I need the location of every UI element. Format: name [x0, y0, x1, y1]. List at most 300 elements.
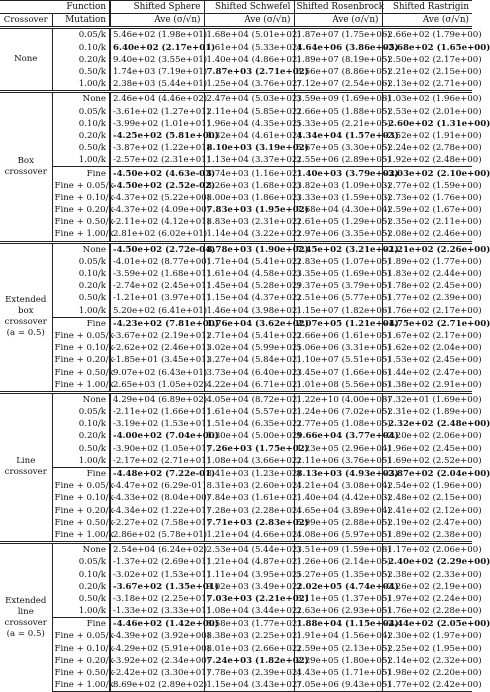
- mutation-cell: Fine + 0.05/k: [52, 630, 110, 642]
- mutation-cell: Fine + 0.10/k: [52, 192, 110, 204]
- value-cell: -2.32e+02 (2.48e+00): [382, 418, 472, 430]
- value-cell: 1.21e+04 (4.66e+02): [204, 529, 294, 543]
- value-cell: -2.30e+02 (1.97e+00): [382, 630, 472, 642]
- value-cell: -2.21e+02 (2.26e+00): [382, 242, 472, 256]
- header-row-2: [0, 14, 472, 28]
- value-cell: 1.25e+04 (3.76e+02): [204, 78, 294, 92]
- value-cell: 2.97e+06 (3.35e+05): [294, 228, 382, 242]
- mutation-cell: None: [52, 392, 110, 406]
- table-row: [0, 242, 472, 256]
- mutation-cell: 0.50/k: [52, 292, 110, 304]
- mutation-cell: Fine + 0.20/k: [52, 204, 110, 216]
- function-header-rastrigin: Shifted Rastrigin: [382, 1, 472, 14]
- table-row: [0, 154, 472, 167]
- value-cell: -1.44e+02 (2.47e+00): [382, 366, 472, 378]
- mutation-cell: 0.20/k: [52, 130, 110, 142]
- value-cell: 3.02e+04 (5.99e+02): [204, 342, 294, 354]
- value-cell: 2.63e+06 (2.93e+05): [294, 605, 382, 618]
- value-cell: 1.15e+04 (4.37e+02): [204, 292, 294, 304]
- value-cell: -1.77e+02 (2.39e+00): [382, 292, 472, 304]
- function-header-rosenbrock: Shifted Rosenbrock: [294, 1, 382, 14]
- value-cell: 8.58e+03 (1.77e+02): [204, 618, 294, 631]
- table-row: [0, 605, 472, 618]
- value-cell: 1.71e+04 (5.41e+02): [204, 256, 294, 268]
- value-cell: 2.11e+06 (3.76e+05): [294, 455, 382, 468]
- crossover-group-label: Box crossover: [0, 92, 52, 242]
- value-cell: 8.83e+03 (2.31e+02): [204, 216, 294, 228]
- value-cell: 1.61e+04 (5.57e+02): [204, 406, 294, 418]
- value-cell: 7.78e+03 (2.39e+02): [204, 667, 294, 679]
- value-cell: -2.50e+02 (2.17e+00): [382, 54, 472, 66]
- mutation-cell: 0.05/k: [52, 28, 110, 42]
- value-cell: 2.81e+02 (6.02e+01): [110, 228, 204, 242]
- value-cell: -1.38e+02 (2.91e+00): [382, 379, 472, 393]
- value-cell: 2.65e+03 (1.05e+02): [110, 379, 204, 393]
- value-cell: -4.50e+02 (4.63e-03): [110, 167, 204, 180]
- value-cell: -1.67e+02 (2.17e+00): [382, 330, 472, 342]
- value-cell: 3.59e+09 (1.69e+08): [294, 92, 382, 106]
- value-cell: -2.73e+02 (1.76e+00): [382, 192, 472, 204]
- mutation-cell: 0.50/k: [52, 66, 110, 78]
- value-cell: -2.14e+02 (2.32e+00): [382, 655, 472, 667]
- mutation-cell: 0.05/k: [52, 106, 110, 118]
- value-cell: 7.26e+03 (1.75e+02): [204, 443, 294, 455]
- table-row: [0, 568, 472, 580]
- value-cell: 4.65e+04 (3.89e+04): [294, 505, 382, 517]
- mutation-cell: Fine + 0.50/k: [52, 216, 110, 228]
- value-cell: 8.13e+03 (4.93e+03): [294, 467, 382, 480]
- table-row: [0, 467, 472, 480]
- value-cell: -4.37e+02 (4.09e+00): [110, 204, 204, 216]
- value-cell: -1.96e+02 (2.45e+00): [382, 443, 472, 455]
- value-cell: 2.55e+06 (2.89e+05): [294, 154, 382, 167]
- value-cell: -1.89e+02 (1.77e+00): [382, 256, 472, 268]
- value-cell: 3.45e+07 (1.66e+06): [294, 366, 382, 378]
- mutation-cell: 0.20/k: [52, 581, 110, 593]
- table-row: [0, 292, 472, 304]
- table-row: [0, 180, 472, 192]
- table-row: [0, 505, 472, 517]
- value-cell: -2.25e+02 (1.95e+00): [382, 643, 472, 655]
- value-cell: -2.60e+02 (1.31e+00): [382, 118, 472, 130]
- value-cell: 7.45e+02 (3.21e+01): [294, 242, 382, 256]
- crossover-group-label: None: [0, 28, 52, 92]
- value-cell: -2.77e+02 (1.59e+00): [382, 180, 472, 192]
- table-row: [0, 42, 472, 54]
- value-cell: -4.29e+02 (5.91e+00): [110, 643, 204, 655]
- table-row: [0, 66, 472, 78]
- value-cell: 3.35e+05 (1.69e+05): [294, 268, 382, 280]
- value-cell: -2.13e+02 (2.71e+00): [382, 78, 472, 92]
- table-row: [0, 517, 472, 529]
- value-cell: 7.71e+03 (2.83e+02): [204, 517, 294, 529]
- value-cell: -2.11e+02 (4.12e+01): [110, 216, 204, 228]
- value-cell: -1.78e+02 (2.45e+00): [382, 280, 472, 292]
- value-cell: 7.05e+06 (9.43e+05): [294, 679, 382, 692]
- value-cell: 3.51e+09 (1.59e+08): [294, 543, 382, 557]
- table-row: [0, 679, 472, 692]
- value-cell: 2.59e+05 (2.13e+05): [294, 643, 382, 655]
- table-row: [0, 106, 472, 118]
- crossover-group-label: Line crossover: [0, 392, 52, 542]
- value-cell: 8.78e+03 (1.90e+02): [204, 242, 294, 256]
- mutation-cell: 1.00/k: [52, 305, 110, 318]
- table-row: [0, 130, 472, 142]
- mutation-cell: Fine + 0.10/k: [52, 492, 110, 504]
- mutation-cell: Fine + 1.00/k: [52, 379, 110, 393]
- table-row: [0, 618, 472, 631]
- mutation-cell: Fine + 0.20/k: [52, 655, 110, 667]
- value-cell: -4.39e+02 (3.92e+00): [110, 630, 204, 642]
- mutation-cell: 0.50/k: [52, 142, 110, 154]
- value-cell: 1.10e+07 (5.51e+05): [294, 354, 382, 366]
- table-row: [0, 529, 472, 543]
- value-cell: -2.27e+02 (7.58e+01): [110, 517, 204, 529]
- value-cell: 3.33e+03 (1.59e+03): [294, 192, 382, 204]
- value-cell: 6.40e+02 (2.17e+01): [110, 42, 204, 54]
- value-cell: 3.27e+04 (5.84e+02): [204, 354, 294, 366]
- table-row: [0, 192, 472, 204]
- value-cell: 7.12e+07 (2.54e+06): [294, 78, 382, 92]
- value-cell: 2.38e+03 (5.44e+01): [110, 78, 204, 92]
- table-row: [0, 216, 472, 228]
- value-cell: 9.40e+02 (3.55e+01): [110, 54, 204, 66]
- value-cell: -2.31e+02 (1.89e+00): [382, 406, 472, 418]
- value-cell: -2.52e+02 (1.91e+00): [382, 130, 472, 142]
- value-cell: 8.74e+03 (1.16e+02): [204, 167, 294, 180]
- value-cell: 1.08e+04 (3.66e+02): [204, 455, 294, 468]
- value-cell: -2.53e+02 (2.01e+00): [382, 106, 472, 118]
- function-label: Function: [0, 1, 110, 14]
- value-cell: -2.87e+02 (2.04e+00): [382, 467, 472, 480]
- value-cell: 1.22e+10 (4.00e+08): [294, 392, 382, 406]
- value-cell: -1.33e+02 (3.33e+01): [110, 605, 204, 618]
- table-row: [0, 643, 472, 655]
- ave-label: Ave (σ/√n): [110, 14, 204, 28]
- mutation-cell: 0.05/k: [52, 406, 110, 418]
- table-row: [0, 455, 472, 468]
- value-cell: 1.40e+03 (3.79e+02): [294, 167, 382, 180]
- value-cell: -2.68e+02 (1.65e+00): [382, 42, 472, 54]
- value-cell: -3.90e+02 (1.05e+01): [110, 443, 204, 455]
- table-row: [0, 204, 472, 216]
- table-row: [0, 430, 472, 442]
- value-cell: -2.19e+02 (2.47e+00): [382, 517, 472, 529]
- mutation-cell: 0.50/k: [52, 443, 110, 455]
- value-cell: -4.00e+02 (7.04e+00): [110, 430, 204, 442]
- value-cell: 1.91e+04 (1.56e+04): [294, 630, 382, 642]
- mutation-label: Mutation: [52, 14, 110, 28]
- value-cell: 1.24e+06 (7.02e+05): [294, 406, 382, 418]
- mutation-cell: 0.05/k: [52, 556, 110, 568]
- table-row: [0, 392, 472, 406]
- table-row: [0, 492, 472, 504]
- value-cell: 5.06e+06 (3.31e+05): [294, 342, 382, 354]
- value-cell: -2.74e+02 (2.45e+01): [110, 280, 204, 292]
- value-cell: 9.07e+02 (6.43e+01): [110, 366, 204, 378]
- function-header-sphere: Shifted Sphere: [110, 1, 204, 14]
- value-cell: -1.92e+02 (2.48e+00): [382, 154, 472, 167]
- value-cell: -4.23e+02 (7.81e+00): [110, 317, 204, 330]
- value-cell: 8.01e+03 (2.66e+02): [204, 643, 294, 655]
- value-cell: -1.03e+02 (1.96e+00): [382, 92, 472, 106]
- value-cell: -4.34e+02 (1.22e+01): [110, 505, 204, 517]
- value-cell: -4.47e+02 (6.29e-01): [110, 480, 204, 492]
- value-cell: 3.11e+05 (1.37e+05): [294, 593, 382, 605]
- value-cell: 2.46e+04 (4.46e+02): [110, 92, 204, 106]
- value-cell: 1.76e+04 (3.62e+02): [204, 317, 294, 330]
- value-cell: 5.27e+05 (1.35e+05): [294, 568, 382, 580]
- value-cell: 4.64e+06 (3.86e+05): [294, 42, 382, 54]
- value-cell: -3.19e+02 (1.53e+01): [110, 418, 204, 430]
- value-cell: 1.51e+04 (6.35e+02): [204, 418, 294, 430]
- table-row: [0, 167, 472, 180]
- mutation-cell: Fine + 0.10/k: [52, 643, 110, 655]
- value-cell: -4.50e+02 (2.52e-02): [110, 180, 204, 192]
- mutation-cell: 0.10/k: [52, 268, 110, 280]
- value-cell: -2.11e+02 (1.66e+01): [110, 406, 204, 418]
- value-cell: -2.57e+02 (2.31e+01): [110, 154, 204, 167]
- value-cell: 8.00e+03 (1.86e+02): [204, 192, 294, 204]
- value-cell: -3.02e+02 (1.53e+01): [110, 568, 204, 580]
- value-cell: 5.33e+05 (2.21e+05): [294, 118, 382, 130]
- value-cell: 4.22e+04 (6.71e+02): [204, 379, 294, 393]
- value-cell: 4.34e+04 (1.57e+03): [294, 130, 382, 142]
- mutation-cell: 1.00/k: [52, 605, 110, 618]
- value-cell: 8.38e+03 (2.25e+02): [204, 630, 294, 642]
- value-cell: 1.89e+07 (8.19e+05): [294, 54, 382, 66]
- table-row: [0, 366, 472, 378]
- crossover-group-label: Extended line crossover (a = 0.5): [0, 543, 52, 692]
- table-row: [0, 443, 472, 455]
- value-cell: 1.30e+04 (5.00e+02): [204, 430, 294, 442]
- value-cell: 4.29e+04 (6.89e+02): [110, 392, 204, 406]
- value-cell: -2.20e+02 (2.06e+00): [382, 430, 472, 442]
- value-cell: 3.56e+07 (8.86e+05): [294, 66, 382, 78]
- value-cell: -2.54e+02 (1.96e+00): [382, 480, 472, 492]
- value-cell: 1.21e+04 (4.87e+02): [204, 556, 294, 568]
- value-cell: 7.28e+03 (2.28e+02): [204, 505, 294, 517]
- value-cell: -2.59e+02 (1.67e+00): [382, 204, 472, 216]
- table-row: [0, 268, 472, 280]
- table-row: [0, 280, 472, 292]
- value-cell: 9.66e+04 (3.77e+04): [294, 430, 382, 442]
- value-cell: -3.67e+02 (1.35e+01): [110, 581, 204, 593]
- value-cell: -2.26e+02 (2.19e+00): [382, 581, 472, 593]
- mutation-cell: 1.00/k: [52, 455, 110, 468]
- value-cell: -3.87e+02 (1.22e+01): [110, 142, 204, 154]
- mutation-cell: Fine + 0.50/k: [52, 366, 110, 378]
- value-cell: 9.37e+05 (3.79e+05): [294, 280, 382, 292]
- value-cell: -1.75e+02 (2.71e+00): [382, 317, 472, 330]
- mutation-cell: Fine + 0.05/k: [52, 330, 110, 342]
- value-cell: 2.83e+05 (1.07e+05): [294, 256, 382, 268]
- value-cell: 7.24e+03 (1.82e+02): [204, 655, 294, 667]
- mutation-cell: Fine + 0.10/k: [52, 342, 110, 354]
- value-cell: 5.46e+02 (1.98e+01): [110, 28, 204, 42]
- value-cell: -4.48e+02 (7.22e-01): [110, 467, 204, 480]
- value-cell: 2.66e+05 (1.88e+05): [294, 106, 382, 118]
- mutation-cell: Fine + 1.00/k: [52, 228, 110, 242]
- value-cell: 2.86e+02 (5.78e+01): [110, 529, 204, 543]
- value-cell: 3.73e+04 (6.40e+02): [204, 366, 294, 378]
- value-cell: 2.51e+06 (5.77e+05): [294, 292, 382, 304]
- mutation-cell: Fine: [52, 167, 110, 180]
- value-cell: -1.76e+02 (2.17e+00): [382, 305, 472, 318]
- value-cell: -3.61e+02 (1.27e+01): [110, 106, 204, 118]
- mutation-cell: Fine: [52, 317, 110, 330]
- value-cell: -2.08e+02 (2.46e+00): [382, 228, 472, 242]
- value-cell: 1.26e+06 (2.14e+05): [294, 556, 382, 568]
- value-cell: -2.48e+02 (2.15e+00): [382, 492, 472, 504]
- value-cell: -1.76e+02 (2.28e+00): [382, 605, 472, 618]
- value-cell: -4.25e+02 (5.81e+00): [110, 130, 204, 142]
- mutation-cell: 0.20/k: [52, 54, 110, 66]
- value-cell: -1.85e+01 (3.45e+01): [110, 354, 204, 366]
- mutation-cell: Fine + 1.00/k: [52, 529, 110, 543]
- mutation-cell: Fine + 0.20/k: [52, 354, 110, 366]
- value-cell: 1.40e+04 (4.86e+02): [204, 54, 294, 66]
- value-cell: 2.54e+04 (6.24e+02): [110, 543, 204, 557]
- mutation-cell: None: [52, 543, 110, 557]
- table-row: [0, 142, 472, 154]
- value-cell: 7.87e+03 (2.71e+02): [204, 66, 294, 78]
- value-cell: 4.08e+06 (5.97e+05): [294, 529, 382, 543]
- table-row: [0, 28, 472, 42]
- value-cell: 7.84e+03 (1.61e+02): [204, 492, 294, 504]
- value-cell: 1.88e+04 (1.15e+04): [294, 618, 382, 631]
- table-row: [0, 118, 472, 130]
- value-cell: -3.18e+02 (2.25e+01): [110, 593, 204, 605]
- value-cell: 2.07e+05 (1.21e+04): [294, 317, 382, 330]
- value-cell: -4.01e+02 (8.77e+00): [110, 256, 204, 268]
- table-row: [0, 78, 472, 92]
- value-cell: 1.45e+04 (5.28e+02): [204, 280, 294, 292]
- table-row: [0, 406, 472, 418]
- value-cell: -4.33e+02 (8.04e+00): [110, 492, 204, 504]
- table-row: [0, 228, 472, 242]
- value-cell: -2.44e+02 (2.05e+00): [382, 618, 472, 631]
- value-cell: 8.10e+03 (3.19e+02): [204, 142, 294, 154]
- crossover-label: Crossover: [0, 14, 52, 28]
- mutation-cell: Fine + 0.50/k: [52, 517, 110, 529]
- value-cell: -3.67e+02 (2.19e+01): [110, 330, 204, 342]
- value-cell: 2.66e+06 (1.61e+05): [294, 330, 382, 342]
- crossover-group-label: Extended box crossover (a = 0.5): [0, 242, 52, 392]
- table-row: [0, 305, 472, 318]
- value-cell: -1.37e+02 (2.69e+01): [110, 556, 204, 568]
- value-cell: -1.69e+02 (2.52e+00): [382, 455, 472, 468]
- value-cell: 1.08e+04 (3.44e+02): [204, 605, 294, 618]
- value-cell: 2.77e+05 (1.08e+05): [294, 418, 382, 430]
- value-cell: 2.29e+05 (1.80e+05): [294, 655, 382, 667]
- value-cell: 4.43e+05 (1.71e+05): [294, 667, 382, 679]
- value-cell: -4.46e+02 (1.42e+00): [110, 618, 204, 631]
- value-cell: -7.32e+01 (1.69e+00): [382, 392, 472, 406]
- value-cell: 1.68e+04 (5.01e+02): [204, 28, 294, 42]
- ave-label: Ave (σ/√n): [382, 14, 472, 28]
- table-row: [0, 581, 472, 593]
- table-row: [0, 630, 472, 642]
- mutation-cell: 0.10/k: [52, 42, 110, 54]
- value-cell: 1.11e+04 (3.95e+02): [204, 568, 294, 580]
- value-cell: -2.17e+02 (2.71e+01): [110, 455, 204, 468]
- value-cell: -2.21e+02 (2.15e+00): [382, 66, 472, 78]
- ave-label: Ave (σ/√n): [204, 14, 294, 28]
- value-cell: -2.62e+02 (2.46e+01): [110, 342, 204, 354]
- function-header-schwefel: Shifted Schwefel: [204, 1, 294, 14]
- value-cell: 1.32e+04 (4.61e+02): [204, 130, 294, 142]
- mutation-cell: Fine + 0.50/k: [52, 667, 110, 679]
- value-cell: -3.59e+02 (1.68e+01): [110, 268, 204, 280]
- value-cell: 7.03e+03 (2.21e+02): [204, 593, 294, 605]
- value-cell: -2.40e+02 (2.29e+00): [382, 556, 472, 568]
- header-row-1: [0, 1, 472, 14]
- value-cell: 7.68e+04 (4.30e+04): [294, 204, 382, 216]
- value-cell: -2.66e+02 (1.79e+00): [382, 28, 472, 42]
- value-cell: -1.83e+02 (2.44e+00): [382, 268, 472, 280]
- mutation-cell: 0.20/k: [52, 430, 110, 442]
- value-cell: 1.01e+08 (5.56e+06): [294, 379, 382, 393]
- table-row: [0, 543, 472, 557]
- value-cell: -4.37e+02 (5.22e+00): [110, 192, 204, 204]
- value-cell: 8.26e+03 (1.68e+02): [204, 180, 294, 192]
- table-row: [0, 655, 472, 667]
- mutation-cell: 0.20/k: [52, 280, 110, 292]
- mutation-cell: Fine + 0.05/k: [52, 180, 110, 192]
- table-row: [0, 418, 472, 430]
- mutation-cell: None: [52, 242, 110, 256]
- mutation-cell: 0.10/k: [52, 118, 110, 130]
- value-cell: 2.11e+04 (5.85e+02): [204, 106, 294, 118]
- value-cell: -3.03e+02 (2.10e+00): [382, 167, 472, 180]
- value-cell: 2.53e+04 (5.44e+02): [204, 543, 294, 557]
- value-cell: 5.20e+02 (6.41e+01): [110, 305, 204, 318]
- value-cell: 1.14e+04 (3.22e+02): [204, 228, 294, 242]
- table-row: [0, 354, 472, 366]
- mutation-cell: Fine + 0.05/k: [52, 480, 110, 492]
- value-cell: -4.50e+02 (2.72e-04): [110, 242, 204, 256]
- value-cell: -1.89e+02 (2.38e+00): [382, 529, 472, 543]
- mutation-cell: 1.00/k: [52, 78, 110, 92]
- value-cell: 3.82e+03 (1.09e+03): [294, 180, 382, 192]
- table-row: [0, 317, 472, 330]
- value-cell: 9.02e+03 (3.49e+02): [204, 581, 294, 593]
- table-row: [0, 593, 472, 605]
- value-cell: -2.24e+02 (2.78e+00): [382, 142, 472, 154]
- value-cell: -3.92e+02 (2.34e+00): [110, 655, 204, 667]
- table-row: [0, 330, 472, 342]
- table-row: [0, 480, 472, 492]
- value-cell: 4.05e+04 (8.72e+02): [204, 392, 294, 406]
- mutation-cell: 1.00/k: [52, 154, 110, 167]
- value-cell: 7.83e+03 (1.95e+02): [204, 204, 294, 216]
- table-row: [0, 342, 472, 354]
- value-cell: 1.40e+04 (4.42e+03): [294, 492, 382, 504]
- table-row: [0, 667, 472, 679]
- table-row: [0, 256, 472, 268]
- mutation-cell: 0.05/k: [52, 256, 110, 268]
- value-cell: 1.87e+07 (1.75e+06): [294, 28, 382, 42]
- value-cell: -2.38e+02 (2.33e+00): [382, 568, 472, 580]
- table-row: [0, 379, 472, 393]
- mutation-cell: Fine: [52, 618, 110, 631]
- value-cell: 4.21e+04 (3.08e+04): [294, 480, 382, 492]
- value-cell: 2.47e+04 (5.03e+02): [204, 92, 294, 106]
- mutation-cell: Fine + 0.20/k: [52, 505, 110, 517]
- table-row: [0, 556, 472, 568]
- value-cell: 1.96e+04 (4.35e+02): [204, 118, 294, 130]
